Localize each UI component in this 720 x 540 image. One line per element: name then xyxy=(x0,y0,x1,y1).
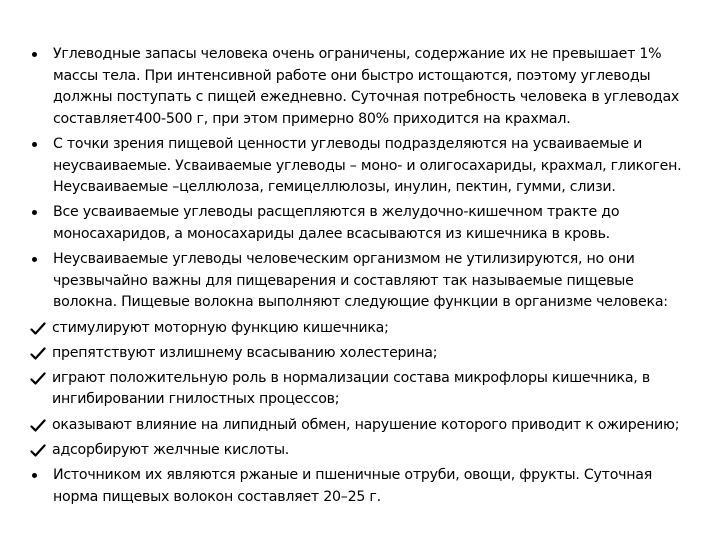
checkmark-icon xyxy=(30,415,50,437)
checklist-item xyxy=(30,318,696,340)
bullet-item xyxy=(30,202,696,245)
bullet-list xyxy=(30,44,696,508)
bullet-item xyxy=(30,465,696,508)
bullet-item xyxy=(30,249,696,314)
checklist-text: препятствуют излишнему всасыванию холестерина; xyxy=(52,344,438,361)
checklist-item xyxy=(30,415,696,437)
checklist-text: адсорбируют желчные кислоты. xyxy=(52,441,290,458)
bullet-dot-icon xyxy=(30,249,50,271)
checkmark-icon xyxy=(30,318,50,340)
bullet-dot-icon xyxy=(30,465,50,487)
checklist-text: стимулируют моторную функцию кишечника; xyxy=(52,319,389,336)
bullet-text: Неусваиваемые углеводы человеческим организмом не утилизируются, но они чрезвычайно важны для пищеварения и составляют так называемые пищевые волокна. Пищевые волокна выполняют следующие функции в организме человека: xyxy=(53,251,668,311)
bullet-text: С точки зрения пищевой ценности углеводы подразделяются на усваиваемые и неусваиваемые. Усваиваемые углеводы – моно- и олигосахариды, крахмал, гликоген. Неусваиваемые –целлюлоза, гемицеллюлозы, инулин, пектин, гумми, слизи. xyxy=(53,135,682,196)
bullet-dot-icon xyxy=(30,44,50,66)
bullet-dot-icon xyxy=(30,202,50,224)
checklist-item xyxy=(30,368,696,411)
bullet-item xyxy=(30,134,696,199)
bullet-text: Углеводные запасы человека очень ограничены, содержание их не превышает 1% массы тела. При интенсивной работе они быстро истощаются, поэтому углеводы должны поступать с пищей ежедневно. Суточная потребность человека в углеводах составляет400-500 г, при этом примерно 80% приходится на крахмал. xyxy=(53,46,680,127)
bullet-text: Все усваиваемые углеводы расщепляются в желудочно-кишечном тракте до моносахаридов, а моносахариды далее всасываются из кишечника в кровь. xyxy=(53,204,620,242)
bullet-text: Источником их являются ржаные и пшеничные отруби, овощи, фрукты. Суточная норма пищевых волокон составляет 20–25 г. xyxy=(53,467,653,505)
checkmark-icon xyxy=(30,343,50,365)
checklist-text: играют положительную роль в нормализации состава микрофлоры кишечника, в ингибировании гнилостных процессов; xyxy=(52,369,650,408)
bullet-item xyxy=(30,44,696,130)
checkmark-icon xyxy=(30,440,50,462)
checklist-item xyxy=(30,343,696,365)
bullet-dot-icon xyxy=(30,134,50,156)
checklist-item xyxy=(30,440,696,462)
checklist-text: оказывают влияние на липидный обмен, нарушение которого приводит к ожирению; xyxy=(52,416,680,433)
checkmark-icon xyxy=(30,368,50,390)
